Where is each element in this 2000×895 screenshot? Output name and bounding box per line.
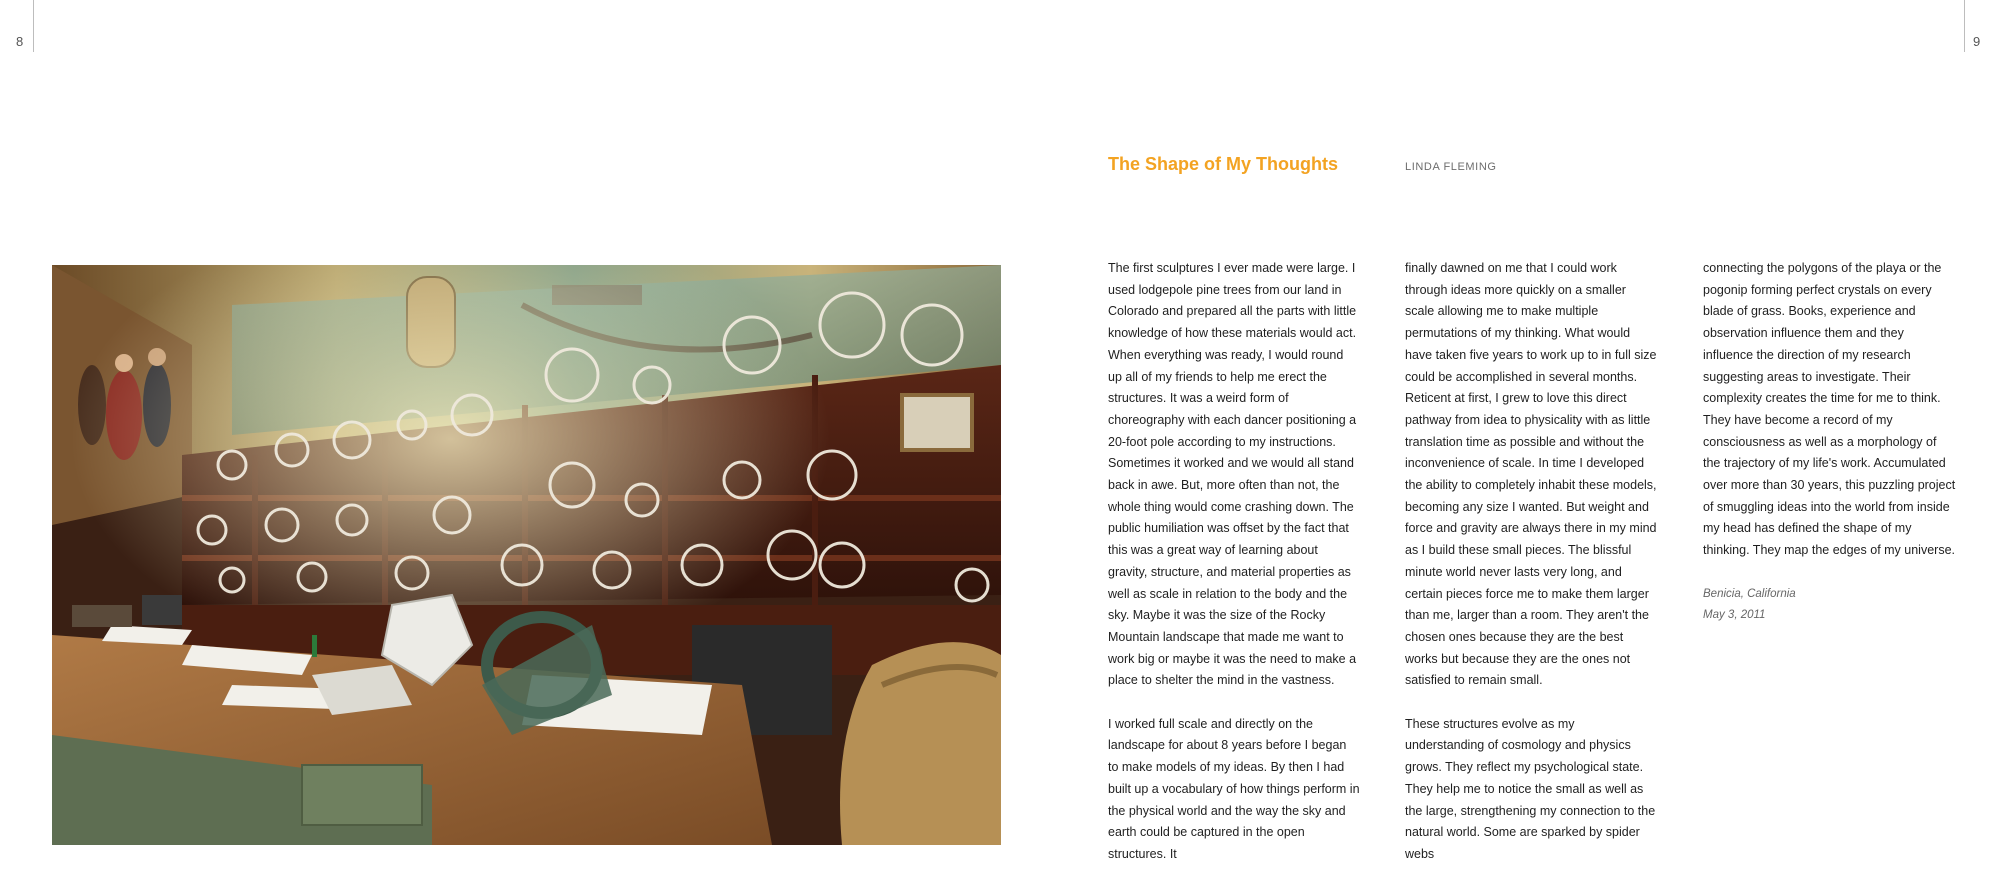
article-title: The Shape of My Thoughts <box>1108 154 1338 174</box>
paragraph: These structures evolve as my understanding of cosmology and physics grows. They reflect my psychological state. They help me to notice the small as well as the large, strengthening my connection to the natural world. Some are sparked by spider webs <box>1405 716 1656 861</box>
text-column-2 <box>1405 258 1657 866</box>
page-number-left: 8 <box>16 34 24 49</box>
studio-photo <box>52 265 1001 845</box>
page-number-right: 9 <box>1973 34 1981 49</box>
text-column-1 <box>1108 258 1360 866</box>
paragraph: The first sculptures I ever made were large. I used lodgepole pine trees from our land in Colorado and prepared all the parts with little knowledge of how these materials would act. When everything was ready, I would round up all of my friends to help me erect the structures. It was a weird form of choreography with each dancer positioning a 20-foot pole according to my instructions. Sometimes it worked and we would all stand back in awe. But, more often than not, the whole thing would come crashing down. The public humiliation was offset by the fact that this was a great way of learning about gravity, structure, and material properties as well as scale in relation to the body and the sky. Maybe it was the size of the Rocky Mountain landscape that made me want to work big or maybe it was the need to make a place to shelter the mind in the vastness. <box>1108 261 1357 688</box>
paragraph: I worked full scale and directly on the landscape for about 8 years before I began to make models of my ideas. By then I had built up a vocabulary of how things perform in the physical world and the way the sky and earth could be captured in the open structures. It <box>1108 716 1360 861</box>
paragraph: connecting the polygons of the playa or the pogonip forming perfect crystals on every blade of grass. Books, experience and observation influence them and they influence the direction of my research suggesting areas to investigate. Their complexity creates the time for me to think. They have become a record of my consciousness as well as a morphology of the trajectory of my life's work. Accumulated over more than 30 years, this puzzling project of smuggling ideas into the world from inside my head has defined the shape of my thinking. They map the edges of my universe. <box>1703 261 1956 558</box>
page-edge-rule-left <box>33 0 34 52</box>
paragraph: finally dawned on me that I could work through ideas more quickly on a smaller scale allowing me to make multiple permutations of my thinking. What would have taken five years to work up to in full size could be accomplished in several months. Reticent at first, I grew to love this direct pathway from idea to physicality with as little translation time as possible and without the inconvenience of scale. In time I developed the ability to completely inhabit these models, becoming any size I wanted. But weight and force and gravity are always there in my mind as I build these small pieces. The blissful minute world never lasts very long, and certain pieces force me to make them larger than me, larger than a room. They aren't the chosen ones because they are the best works but because they are the ones not satisfied to remain small. <box>1405 261 1657 688</box>
signoff-date: May 3, 2011 <box>1703 609 1766 622</box>
author-name: LINDA FLEMING <box>1405 161 1497 173</box>
text-column-3 <box>1703 258 1957 627</box>
signoff <box>1703 584 1957 627</box>
page-edge-rule-right <box>1964 0 1965 52</box>
signoff-location: Benicia, California <box>1703 587 1796 600</box>
